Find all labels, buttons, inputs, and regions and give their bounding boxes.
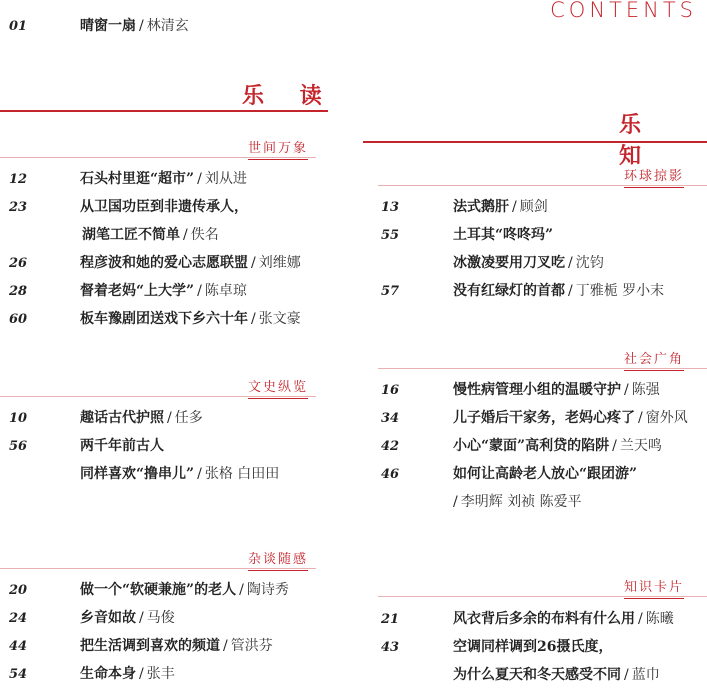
- article-author: 陈曦: [645, 611, 674, 627]
- page-number: 60: [9, 312, 28, 327]
- page-number: 43: [381, 640, 400, 655]
- article-link[interactable]: 乡音如故 / 马俊: [80, 610, 175, 626]
- article-link[interactable]: 趣话古代护照 / 任多: [80, 410, 203, 426]
- article-title: 趣话古代护照: [80, 410, 164, 426]
- article-link[interactable]: [80, 199, 248, 215]
- page-number: 55: [381, 228, 400, 243]
- article-author: 张丰: [146, 666, 175, 682]
- article-link[interactable]: [453, 639, 612, 655]
- article-author: 顾剑: [519, 199, 548, 215]
- article-link-continued[interactable]: 同样喜欢“撸串儿” / 张格 白田田: [80, 466, 280, 482]
- category-rule: [0, 157, 316, 158]
- article-title: 生命本身: [80, 666, 136, 682]
- category-rule: [378, 368, 707, 369]
- article-title: 如何让高龄老人放心“跟团游”: [453, 466, 638, 482]
- page-number: 20: [9, 583, 28, 598]
- category-label: 杂谈随感: [248, 548, 308, 571]
- article-author: 窗外风: [645, 410, 688, 426]
- article-title: 石头村里逛“超市”: [80, 171, 195, 187]
- category-label: 知识卡片: [624, 576, 684, 599]
- article-title: 督着老妈“上大学”: [80, 283, 195, 299]
- article-link[interactable]: 风衣背后多余的布料有什么用 / 陈曦: [453, 611, 674, 627]
- article-link[interactable]: 石头村里逛“超市” / 刘从进: [80, 171, 247, 187]
- article-author: 张文豪: [258, 311, 301, 327]
- article-author: 佚名: [190, 227, 219, 243]
- article-author: 陈卓琼: [204, 283, 247, 299]
- contents-heading: CONTENTS: [550, 0, 697, 22]
- article-link[interactable]: 板车豫剧团送戏下乡六十年 / 张文豪: [80, 311, 301, 327]
- article-title: 慢性病管理小组的温暖守护: [453, 382, 621, 398]
- page-number: 10: [9, 411, 28, 426]
- article-author: 马俊: [146, 610, 175, 626]
- article-title: 两千年前古人: [80, 438, 164, 454]
- category-rule: [378, 185, 707, 186]
- page-number: 42: [381, 439, 400, 454]
- article-link[interactable]: 晴窗一扇 / 林清玄: [80, 18, 189, 34]
- article-link[interactable]: [453, 227, 553, 243]
- page-number: 13: [381, 200, 400, 215]
- article-link-continued[interactable]: 为什么夏天和冬天感受不同 / 蓝巾: [453, 667, 660, 683]
- section-rule: [0, 110, 328, 112]
- article-author: 刘维娜: [258, 255, 301, 271]
- article-link[interactable]: 做一个“软硬兼施”的老人 / 陶诗秀: [80, 582, 289, 598]
- category-rule: [378, 596, 707, 597]
- section-title-le-du: 乐 读: [242, 83, 336, 109]
- article-link[interactable]: 法式鹅肝 / 顾剑: [453, 199, 548, 215]
- article-title: 程彦波和她的爱心志愿联盟: [80, 255, 248, 271]
- article-link-continued[interactable]: / 李明辉 刘祯 陈爱平: [453, 494, 582, 510]
- article-title: 做一个“软硬兼施”的老人: [80, 582, 237, 598]
- article-link[interactable]: 把生活调到喜欢的频道 / 管洪芬: [80, 638, 273, 654]
- article-title: 空调同样调到26摄氏度，: [453, 639, 613, 655]
- category-rule: [0, 396, 316, 397]
- page-number: 12: [9, 172, 28, 187]
- page-number: 44: [9, 639, 28, 654]
- page-number: 24: [9, 611, 28, 626]
- page-number: 54: [9, 667, 28, 682]
- page-number: 16: [381, 383, 400, 398]
- article-link[interactable]: 程彦波和她的爱心志愿联盟 / 刘维娜: [80, 255, 301, 271]
- article-link-continued[interactable]: 冰激凌要用刀叉吃 / 沈钧: [453, 255, 604, 271]
- section-title-le-zhi: 乐 知: [619, 112, 656, 169]
- page-number: 23: [9, 200, 28, 215]
- article-title: 晴窗一扇: [80, 18, 136, 34]
- article-title: 风衣背后多余的布料有什么用: [453, 611, 635, 627]
- article-author: 沈钧: [575, 255, 604, 271]
- article-author: 李明辉 刘祯 陈爱平: [460, 494, 582, 510]
- category-label: 环球掠影: [624, 165, 684, 188]
- article-link[interactable]: [80, 438, 164, 454]
- page-number: 28: [9, 284, 28, 299]
- article-link[interactable]: 慢性病管理小组的温暖守护 / 陈强: [453, 382, 660, 398]
- category-label: 社会广角: [624, 348, 684, 371]
- article-link[interactable]: 儿子婚后干家务，老妈心疼了 / 窗外风: [453, 410, 688, 426]
- article-author: 刘从进: [204, 171, 247, 187]
- article-link[interactable]: 督着老妈“上大学” / 陈卓琼: [80, 283, 247, 299]
- article-author: 陶诗秀: [246, 582, 289, 598]
- page-number: 46: [381, 467, 400, 482]
- page-number: 21: [381, 612, 400, 627]
- category-rule: [0, 568, 316, 569]
- article-title-line2: 冰激凌要用刀叉吃: [453, 255, 565, 271]
- article-title: 法式鹅肝: [453, 199, 509, 215]
- section-rule: [363, 141, 707, 143]
- article-author: 任多: [174, 410, 203, 426]
- article-author: 兰天鸣: [619, 438, 662, 454]
- page-number: 57: [381, 284, 400, 299]
- page-number: 26: [9, 256, 28, 271]
- article-title: 板车豫剧团送戏下乡六十年: [80, 311, 248, 327]
- article-title: 乡音如故: [80, 610, 136, 626]
- article-link-continued[interactable]: 湖笔工匠不简单 / 佚名: [82, 227, 219, 243]
- article-author: 陈强: [631, 382, 660, 398]
- article-author: 蓝巾: [631, 667, 660, 683]
- article-title-line2: 同样喜欢“撸串儿”: [80, 466, 195, 482]
- article-title-line2: 湖笔工匠不简单: [82, 227, 180, 243]
- article-author: 林清玄: [146, 18, 189, 34]
- article-title: 把生活调到喜欢的频道: [80, 638, 220, 654]
- article-title: 土耳其“咚咚玛”: [453, 227, 554, 243]
- page-number: 34: [381, 411, 400, 426]
- article-link[interactable]: 生命本身 / 张丰: [80, 666, 175, 682]
- article-link[interactable]: [453, 466, 637, 482]
- article-title: 从卫国功臣到非遗传承人，: [80, 199, 248, 215]
- category-label: 文史纵览: [248, 376, 308, 399]
- article-author: 管洪芬: [230, 638, 273, 654]
- page-number: 01: [9, 19, 28, 34]
- article-link[interactable]: 小心“蒙面”高利贷的陷阱 / 兰天鸣: [453, 438, 662, 454]
- article-author: 张格 白田田: [204, 466, 280, 482]
- category-label: 世间万象: [248, 137, 308, 160]
- article-title: 没有红绿灯的首都: [453, 283, 565, 299]
- article-author: 丁雅栀 罗小末: [575, 283, 665, 299]
- article-title: 儿子婚后干家务，老妈心疼了: [453, 410, 635, 426]
- page-number: 56: [9, 439, 28, 454]
- article-title: 小心“蒙面”高利贷的陷阱: [453, 438, 610, 454]
- article-link[interactable]: 没有红绿灯的首都 / 丁雅栀 罗小末: [453, 283, 665, 299]
- article-title-line2: 为什么夏天和冬天感受不同: [453, 667, 621, 683]
